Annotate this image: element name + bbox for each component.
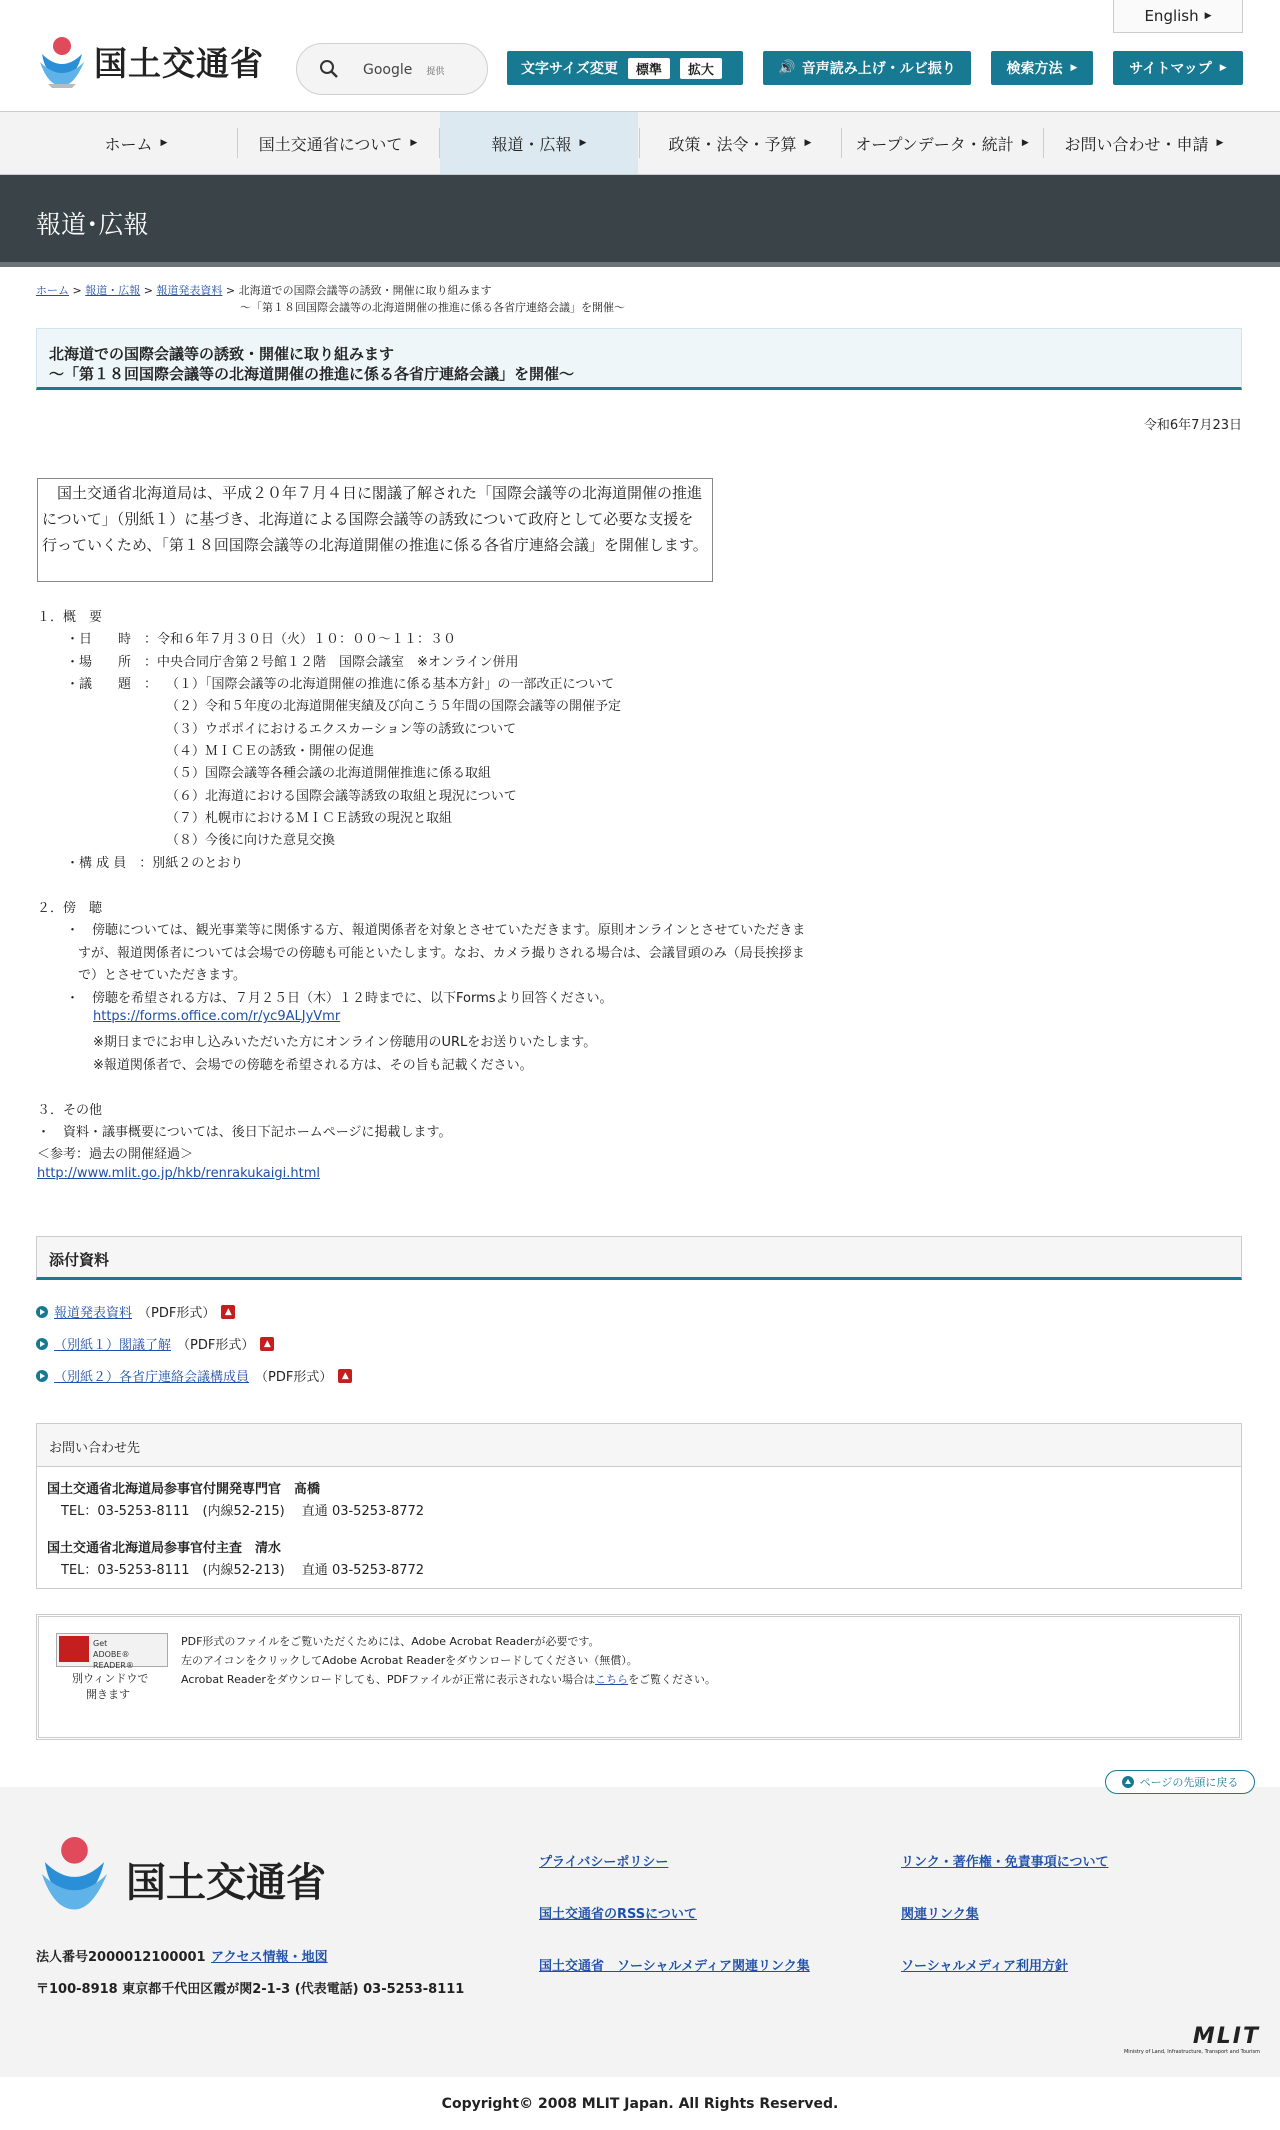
font-size-control — [507, 51, 743, 85]
contact-box — [36, 1423, 1242, 1589]
meeting-place: ・場 所 ：中央合同庁舎第２号館１２階 国際会議室 ※オンライン併用 — [66, 655, 519, 670]
agenda-item: （４）ＭＩＣＥの誘致・開催の促進 — [166, 744, 375, 759]
search-placeholder[interactable]: Google 提供 — [363, 62, 445, 78]
adobe-text: PDF形式のファイルをご覧いただくためには、Adobe Acrobat Readerが必要です。 — [181, 1635, 600, 1648]
search-method-button[interactable]: 検索方法 ▶ — [991, 51, 1093, 85]
agenda-item: （８）今後に向けた意見交換 — [166, 833, 336, 848]
contact-name: 国土交通省北海道局参事官付開発専門官 髙橋 — [47, 1482, 321, 1497]
contact-name: 国土交通省北海道局参事官付主査 清水 — [47, 1541, 282, 1556]
pdf-icon: ▲ — [221, 1305, 235, 1319]
brand-sub: Ministry of Land, Infrastructure, Transport and Tourism — [1123, 2049, 1260, 2055]
attachments-title: 添付資料 — [49, 1251, 110, 1269]
mlit-logo-mark-icon — [36, 1829, 110, 1913]
adobe-caption: 開きます — [86, 1688, 130, 1701]
other-text: ・ 資料・議事概要については、後日下記ホームページに掲載します。 — [37, 1125, 452, 1140]
breadcrumb-current-sub: ～「第１８回国際会議等の北海道開催の推進に係る各省庁連絡会議」を開催～ — [240, 301, 625, 314]
adobe-caption: 別ウィンドウで — [72, 1672, 149, 1685]
attachment-item — [36, 1302, 235, 1321]
attachment-link[interactable]: （別紙２）各省庁連絡会議構成員 — [54, 1370, 250, 1385]
observe-text: ・ 傍聴を希望される方は、７月２５日（木）１２時までに、以下Formsより回答ください。 — [66, 991, 613, 1006]
corporate-number: 法人番号2000012100001 — [36, 1950, 206, 1965]
logo-text: 国土交通省 — [94, 44, 264, 83]
page-title: 報道･広報 — [36, 210, 149, 239]
footer-logo-text: 国土交通省 — [126, 1860, 326, 1906]
speaker-icon: 🔊 — [778, 60, 796, 76]
section-1-title: １．概 要 — [37, 610, 103, 625]
adobe-icon — [59, 1636, 89, 1662]
footer-link-rss[interactable]: 国土交通省のRSSについて — [539, 1907, 697, 1922]
agenda-label: ・議 題 ： — [66, 677, 158, 692]
footer-link-privacy[interactable]: プライバシーポリシー — [539, 1855, 669, 1870]
get-adobe-reader-button[interactable]: Get ADOBE® READER® — [56, 1633, 168, 1667]
nav-contact[interactable]: お問い合わせ・申請 ▶ — [1064, 134, 1224, 154]
agenda-item: （７）札幌市におけるＭＩＣＥ誘致の現況と取組 — [166, 811, 453, 826]
breadcrumb-current: 北海道での国際会議等の誘致・開催に取り組みます — [238, 284, 492, 297]
contact-title: お問い合わせ先 — [49, 1441, 141, 1456]
font-size-large-button[interactable]: 拡大 — [680, 58, 722, 79]
access-link[interactable]: アクセス情報・地図 — [211, 1950, 328, 1965]
copyright: Copyright© 2008 MLIT Japan. All Rights Reserved. — [0, 2077, 1280, 2130]
bullet-arrow-icon — [36, 1338, 48, 1350]
section-3-title: ３．その他 — [37, 1103, 103, 1118]
attachment-item — [36, 1334, 274, 1353]
observe-note: ※期日までにお申し込みいただいた方にオンライン傍聴用のURLをお送りいたします。 — [93, 1035, 597, 1050]
section-title-band — [0, 175, 1280, 267]
agenda-item: （２）令和５年度の北海道開催実績及び向こう５年間の国際会議等の開催予定 — [166, 699, 622, 714]
agenda-item: （６）北海道における国際会議等誘致の取組と現況について — [166, 789, 517, 804]
attachment-item — [36, 1366, 352, 1385]
nav-press[interactable]: 報道・広報 ▶ — [440, 112, 638, 174]
headline-line-2: ～「第１８回国際会議等の北海道開催の推進に係る各省庁連絡会議」を開催～ — [49, 365, 575, 383]
attachment-format: （PDF形式） — [255, 1370, 333, 1385]
attachment-format: （PDF形式） — [138, 1306, 216, 1321]
mlit-brand — [1100, 2024, 1260, 2055]
search-icon[interactable] — [317, 57, 341, 81]
bullet-arrow-icon — [36, 1306, 48, 1318]
lead-box: 国土交通省北海道局は、平成２０年７月４日に閣議了解された「国際会議等の北海道開催の推進について」（別紙１）に基づき、北海道による国際会議等の誘致について政府として必要な支援を行っていくため、「第１８回国際会議等の北海道開催の推進に係る各省庁連絡会議」を開催します。 — [37, 478, 713, 582]
footer-link-social-policy[interactable]: ソーシャルメディア利用方針 — [901, 1959, 1069, 1974]
meeting-date: ・日 時 ：令和６年７月３０日（火）１０：００～１１：３０ — [66, 632, 457, 647]
agenda-item: （５）国際会議等各種会議の北海道開催推進に係る取組 — [166, 766, 492, 781]
attachment-format: （PDF形式） — [177, 1338, 255, 1353]
headline-line-1: 北海道での国際会議等の誘致・開催に取り組みます — [49, 345, 395, 363]
breadcrumb-home[interactable]: ホーム — [36, 284, 69, 297]
observe-text: ・ 傍聴については、観光事業等に関係する方、報道関係者を対象とさせていただきます。原則オンラインとさせていただきま — [66, 923, 806, 938]
nav-home[interactable]: ホーム ▶ — [104, 134, 168, 154]
site-footer — [0, 1787, 1280, 2077]
agenda-item: （３）ウポポイにおけるエクスカーション等の誘致について — [166, 722, 517, 737]
attachments-heading — [36, 1236, 1242, 1280]
adobe-help-link[interactable]: こちら — [595, 1673, 629, 1686]
footer-logo[interactable] — [36, 1829, 336, 1919]
footer-link-related[interactable]: 関連リンク集 — [901, 1907, 979, 1922]
brand-mark: MLIT — [1192, 2024, 1260, 2049]
pdf-icon: ▲ — [338, 1369, 352, 1383]
attachment-link[interactable]: （別紙１）閣議了解 — [54, 1338, 172, 1353]
bullet-arrow-icon — [36, 1370, 48, 1382]
address: 〒100-8918 東京都千代田区霞が関2-1-3 (代表電話) 03-5253-8111 — [36, 1982, 465, 1997]
breadcrumb-press[interactable]: 報道・広報 — [85, 284, 141, 297]
back-to-top-button[interactable]: ページの先頭に戻る — [1105, 1770, 1255, 1794]
forms-link[interactable]: https://forms.office.com/r/yc9ALJyVmr — [93, 1009, 341, 1024]
adobe-reader-notice — [36, 1614, 1242, 1740]
reference-link[interactable]: http://www.mlit.go.jp/hkb/renrakukaigi.html — [37, 1166, 320, 1181]
voice-reader-button[interactable]: 🔊 音声読み上げ・ルビ振り — [763, 51, 971, 85]
article-headline — [36, 328, 1242, 390]
mlit-logo-mark-icon — [36, 32, 86, 88]
sitemap-button[interactable]: サイトマップ ▶ — [1113, 51, 1243, 85]
contact-tel: TEL：03-5253-8111 (内線52-215) 直通 03-5253-8772 — [61, 1504, 425, 1519]
publish-date: 令和6年7月23日 — [1143, 418, 1242, 433]
footer-link-social-links[interactable]: 国土交通省 ソーシャルメディア関連リンク集 — [539, 1959, 810, 1974]
reference-label: ＜参考：過去の開催経過＞ — [37, 1147, 194, 1162]
observe-text: すが、報道関係者については会場での傍聴も可能といたします。なお、カメラ撮りされる場合は、会議冒頭のみ（局長挨拶ま — [78, 946, 805, 961]
members-line: ・構 成 員 ：別紙２のとおり — [66, 856, 244, 871]
attachment-link[interactable]: 報道発表資料 — [54, 1306, 133, 1321]
global-nav — [0, 112, 1280, 175]
mlit-logo[interactable] — [36, 32, 266, 88]
site-search[interactable] — [296, 43, 488, 95]
observe-note: ※報道関係者で、会場での傍聴を希望される方は、その旨も記載ください。 — [93, 1058, 533, 1073]
nav-about[interactable]: 国土交通省について ▶ — [258, 134, 418, 154]
section-2-title: ２．傍 聴 — [37, 901, 103, 916]
nav-policy[interactable]: 政策・法令・予算 ▶ — [668, 134, 812, 154]
english-link[interactable]: English ▶ — [1113, 0, 1243, 33]
font-size-standard-button[interactable]: 標準 — [628, 58, 670, 79]
agenda-item: （１）「国際会議等の北海道開催の推進に係る基本方針」の一部改正について — [166, 677, 615, 692]
font-size-label: 文字サイズ変更 — [521, 61, 618, 77]
adobe-text: Acrobat Readerをダウンロードしても、PDFファイルが正常に表示されない場合はこちらをご覧ください。 — [181, 1673, 717, 1686]
nav-opendata[interactable]: オープンデータ・統計 ▶ — [855, 134, 1029, 154]
pdf-icon: ▲ — [260, 1337, 274, 1351]
footer-link-copyright[interactable]: リンク・著作権・免責事項について — [901, 1855, 1109, 1870]
up-arrow-icon — [1122, 1776, 1134, 1788]
observe-text: で）とさせていただきます。 — [78, 968, 246, 983]
adobe-text: 左のアイコンをクリックしてAdobe Acrobat Readerをダウンロードしてください（無償）。 — [181, 1654, 638, 1667]
breadcrumb: ホーム > 報道・広報 > 報道発表資料 > 北海道での国際会議等の誘致・開催に取り組みます — [36, 284, 492, 297]
breadcrumb-releases[interactable]: 報道発表資料 — [156, 284, 223, 297]
contact-tel: TEL：03-5253-8111 (内線52-213) 直通 03-5253-8772 — [61, 1563, 425, 1578]
